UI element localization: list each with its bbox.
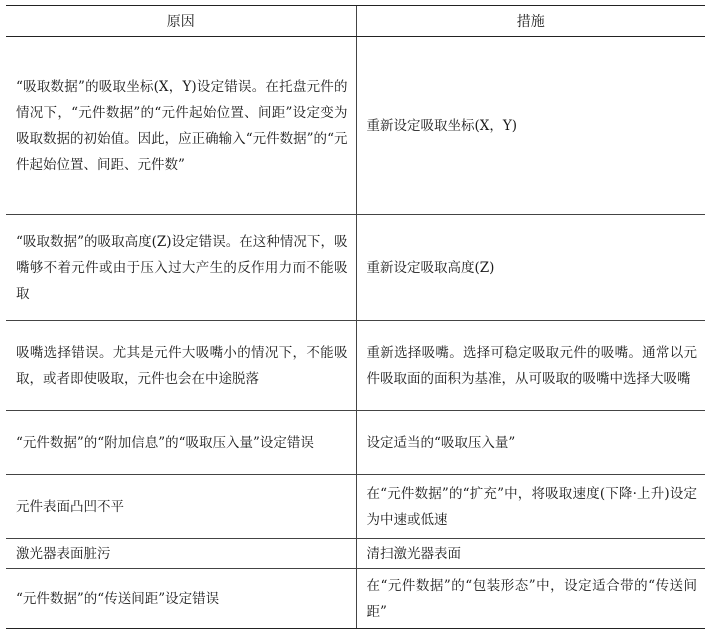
table-header	[6, 6, 705, 37]
measure-cell: 设定适当的“吸取压入量”	[356, 411, 705, 475]
measure-cell: 重新设定吸取高度(Z)	[356, 215, 705, 321]
cause-cell: “吸取数据”的吸取坐标(X，Y)设定错误。在托盘元件的情况下，“元件数据”的“元件起始位置、间距”设定变为吸取数据的初始值。因此，应正确输入“元件数据”的“元件起始位置、间距、元件数”	[6, 37, 356, 215]
table-row	[6, 539, 705, 569]
measure-cell: 重新设定吸取坐标(X，Y)	[356, 37, 705, 215]
cause-cell: “吸取数据”的吸取高度(Z)设定错误。在这种情况下，吸嘴够不着元件或由于压入过大产生的反作用力而不能吸取	[6, 215, 356, 321]
cause-cell: “元件数据”的“传送间距”设定错误	[6, 569, 356, 629]
table-row	[6, 215, 705, 321]
measure-cell: 在“元件数据”的“包装形态”中，设定适合带的“传送间距”	[356, 569, 705, 629]
measure-cell: 清扫激光器表面	[356, 539, 705, 569]
cause-cell: “元件数据”的“附加信息”的“吸取压入量”设定错误	[6, 411, 356, 475]
header-measure: 措施	[356, 6, 705, 37]
table-body	[6, 37, 705, 629]
header-row	[6, 6, 705, 37]
table-row	[6, 37, 705, 215]
table-row	[6, 475, 705, 539]
table-row	[6, 321, 705, 411]
cause-cell: 激光器表面脏污	[6, 539, 356, 569]
measure-cell: 在“元件数据”的“扩充”中，将吸取速度(下降·上升)设定为中速或低速	[356, 475, 705, 539]
table-row	[6, 569, 705, 629]
header-cause: 原因	[6, 6, 356, 37]
table-row	[6, 411, 705, 475]
measure-cell: 重新选择吸嘴。选择可稳定吸取元件的吸嘴。通常以元件吸取面的面积为基准，从可吸取的吸嘴中选择大吸嘴	[356, 321, 705, 411]
cause-cell: 吸嘴选择错误。尤其是元件大吸嘴小的情况下，不能吸取，或者即使吸取，元件也会在中途脱落	[6, 321, 356, 411]
cause-cell: 元件表面凸凹不平	[6, 475, 356, 539]
cause-measure-table	[6, 5, 705, 629]
